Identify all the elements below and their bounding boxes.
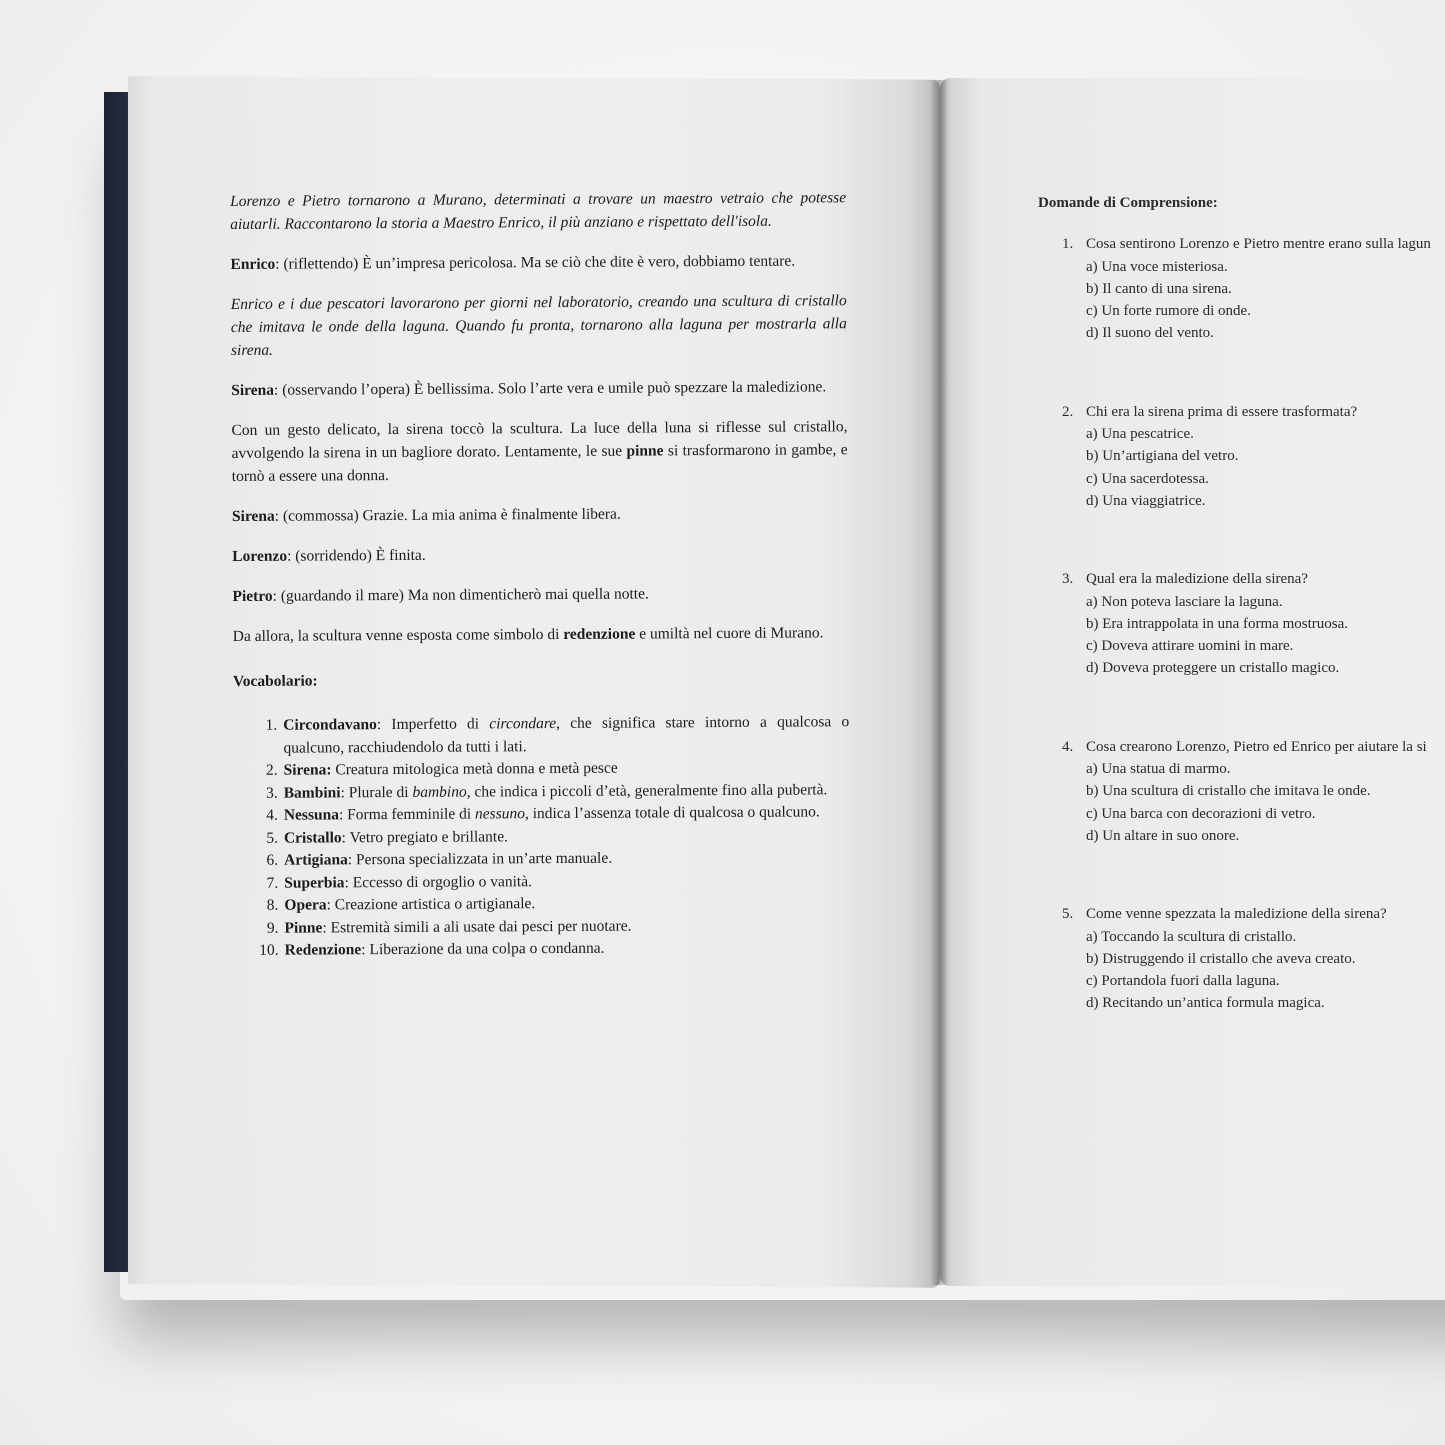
- paragraph-8: Da allora, la scultura venne esposta come simbolo di redenzione e umiltà nel cuore di Murano.: [232, 624, 824, 645]
- question-text: [1038, 233, 1445, 255]
- paragraph-7: [232, 581, 848, 608]
- answer-option: c) Portandola fuori dalla laguna.: [1086, 973, 1280, 990]
- vocab-number: 7.: [266, 874, 279, 892]
- speaker-name: Sirena: [231, 507, 275, 525]
- paragraph-4: Con un gesto delicato, la sirena toccò la scultura. La luce della luna si riflesse sul cristallo, avvolgendo la sirena in un bagliore dorato. Lentamente, le sue pinne si trasformarono in gambe, e tornò a essere una donna.: [231, 418, 848, 485]
- vocab-definition: Liberazione da una colpa o condanna.: [369, 939, 605, 959]
- answer-option: b) Una scultura di cristallo che imitava le onde.: [1086, 783, 1371, 800]
- paragraph-3: [231, 375, 847, 402]
- vocab-number: 6.: [266, 851, 279, 869]
- paragraph-1: [230, 249, 846, 276]
- speaker-name: Pietro: [232, 587, 273, 605]
- question-block: [1038, 401, 1445, 512]
- answer-option: a) Una pescatrice.: [1086, 426, 1194, 443]
- vocab-definition: Creazione artistica o artigianale.: [334, 895, 536, 914]
- question-block: [1038, 233, 1445, 344]
- dialogue-text: : (riflettendo) È un’impresa pericolosa. Ma se ciò che dite è vero, dobbiamo tentare.: [275, 252, 796, 273]
- question-number: 2.: [1062, 403, 1074, 420]
- question-block: [1038, 903, 1445, 1014]
- right-page-text: [1038, 192, 1445, 1071]
- left-page-text: [230, 186, 851, 962]
- vocab-definition-italic: nessuno: [474, 805, 526, 823]
- vocab-term: Circondavano: [283, 716, 377, 734]
- vocab-definition: Eccesso di orgoglio o vanità.: [352, 872, 532, 891]
- speaker-name: Sirena: [231, 381, 275, 399]
- question-label: Come venne spezzata la maledizione della sirena?: [1086, 906, 1387, 923]
- vocab-item: [235, 936, 851, 962]
- answer-option: c) Doveva attirare uomini in mare.: [1086, 638, 1294, 655]
- vocab-definition: Persona specializzata in un’arte manuale.: [355, 849, 613, 869]
- vocab-term: Pinne: [284, 918, 323, 937]
- answer-option: a) Non poteva lasciare la laguna.: [1086, 593, 1283, 610]
- answer-option: b) Distruggendo il cristallo che aveva creato.: [1086, 950, 1356, 967]
- question-text: [1038, 736, 1445, 758]
- vocab-separator: :: [322, 918, 331, 936]
- vocab-definition-italic: bambino: [412, 783, 467, 801]
- vocab-separator: :: [340, 783, 349, 801]
- paragraph-0: Lorenzo e Pietro tornarono a Murano, determinati a trovare un maestro vetraio che potesse aiutarli. Raccontarono la storia a Maestro Enrico, il più anziano e rispettato dell'isola.: [230, 189, 847, 233]
- question-label: Cosa sentirono Lorenzo e Pietro mentre erano sulla lagun: [1086, 236, 1431, 253]
- vocab-number: 5.: [266, 829, 279, 847]
- answer-option: c) Una sacerdotessa.: [1086, 470, 1209, 487]
- vocab-separator: :: [338, 806, 348, 824]
- question-number: 4.: [1062, 738, 1074, 755]
- answer-option: d) Il suono del vento.: [1086, 325, 1214, 342]
- question-label: Cosa crearono Lorenzo, Pietro ed Enrico per aiutare la si: [1086, 738, 1427, 755]
- question-block: [1038, 568, 1445, 679]
- vocab-term: Cristallo: [283, 828, 342, 847]
- vocab-separator: :: [361, 941, 370, 959]
- answer-option: b) Un’artigiana del vetro.: [1086, 448, 1239, 465]
- speaker-name: Enrico: [230, 255, 276, 273]
- vocab-term: Sirena:: [283, 761, 332, 779]
- vocab-number: 4.: [266, 806, 278, 824]
- vocab-definition: , indica l’assenza totale di qualcosa o qualcuno.: [524, 803, 820, 823]
- vocab-definition-italic: circondare: [489, 715, 557, 733]
- book-gutter: [930, 80, 948, 1285]
- answer-option: d) Un altare in suo onore.: [1086, 827, 1240, 844]
- vocab-definition: Vetro pregiato e brillante.: [349, 827, 508, 846]
- paragraph-2: Enrico e i due pescatori lavorarono per giorni nel laboratorio, creando una scultura di cristallo che imitava le onde della laguna. Quando fu pronta, tornarono alla laguna per mostrarla alla sirena.: [230, 292, 847, 359]
- vocab-item: [233, 711, 849, 760]
- answer-option: d) Doveva proteggere un cristallo magico.: [1086, 660, 1340, 677]
- vocab-separator: :: [344, 873, 353, 891]
- answer-option: c) Una barca con decorazioni di vetro.: [1086, 805, 1316, 822]
- vocab-title: Vocabolario:: [232, 672, 318, 690]
- vocab-separator: :: [347, 851, 357, 869]
- vocab-separator: :: [376, 716, 392, 734]
- vocab-term: Bambini: [283, 783, 341, 802]
- vocab-term: Artigiana: [284, 851, 348, 869]
- answer-option: a) Una statua di marmo.: [1086, 761, 1231, 778]
- question-number: 3.: [1062, 571, 1074, 588]
- dialogue-text: : (sorridendo) È finita.: [287, 546, 426, 565]
- vocab-number: 2.: [265, 761, 278, 779]
- vocab-number: 3.: [266, 784, 278, 802]
- dialogue-text: : (guardando il mare) Ma non dimenticherò mai quella notte.: [272, 585, 649, 605]
- dialogue-text: : (commossa) Grazie. La mia anima è finalmente libera.: [274, 505, 621, 525]
- questions-title: Domande di Comprensione:: [1038, 195, 1218, 211]
- vocab-term: Superbia: [284, 873, 345, 892]
- question-text: [1038, 568, 1445, 590]
- dialogue-text: : (osservando l’opera) È bellissima. Solo l’arte vera e umile può spezzare la maledizione.: [273, 378, 827, 399]
- question-block: [1038, 736, 1445, 847]
- vocab-definition: , che indica i piccoli d’età, generalmente fino alla pubertà.: [466, 780, 828, 801]
- question-number: 1.: [1062, 236, 1074, 253]
- vocab-list: [233, 711, 851, 962]
- vocab-separator: :: [326, 896, 335, 914]
- answer-option: b) Il canto di una sirena.: [1086, 280, 1232, 297]
- vocab-definition: Estremità simili a ali usate dai pesci per nuotare.: [330, 917, 632, 936]
- bold-word: pinne: [626, 442, 664, 460]
- vocab-number: 9.: [266, 919, 279, 937]
- vocab-term: Nessuna: [283, 806, 340, 824]
- answer-option: b) Era intrappolata in una forma mostruosa.: [1086, 615, 1349, 632]
- questions-list: [1038, 233, 1445, 1014]
- paragraph-6: [232, 541, 848, 568]
- answer-option: a) Una voce misteriosa.: [1086, 258, 1228, 275]
- question-label: Qual era la maledizione della sirena?: [1086, 571, 1308, 588]
- vocab-number: 8.: [266, 896, 279, 914]
- answer-option: d) Recitando un’antica formula magica.: [1086, 995, 1325, 1012]
- vocab-term: Redenzione: [284, 941, 362, 959]
- vocab-separator: :: [341, 828, 350, 846]
- vocab-definition: Creatura mitologica metà donna e metà pesce: [335, 759, 618, 779]
- vocab-definition: Forma femminile di: [347, 805, 476, 824]
- vocab-number: 1.: [265, 716, 278, 734]
- question-text: [1038, 903, 1445, 925]
- vocab-definition: Imperfetto di: [391, 715, 490, 734]
- answer-option: c) Un forte rumore di onde.: [1086, 303, 1251, 320]
- question-label: Chi era la sirena prima di essere trasformata?: [1086, 403, 1358, 420]
- vocab-definition: Plurale di: [348, 783, 413, 801]
- answer-option: d) Una viaggiatrice.: [1086, 492, 1206, 509]
- vocab-number: 10.: [259, 941, 279, 959]
- paragraph-5: [232, 501, 848, 528]
- question-number: 5.: [1062, 906, 1074, 923]
- bold-word: redenzione: [563, 625, 636, 643]
- vocab-definition: , che significa stare intorno a qualcosa o qualcuno, racchiudendolo da tutti i lati.: [283, 713, 850, 757]
- question-text: [1038, 401, 1445, 423]
- speaker-name: Lorenzo: [232, 547, 288, 565]
- answer-option: a) Toccando la scultura di cristallo.: [1086, 928, 1297, 945]
- vocab-term: Opera: [284, 896, 327, 914]
